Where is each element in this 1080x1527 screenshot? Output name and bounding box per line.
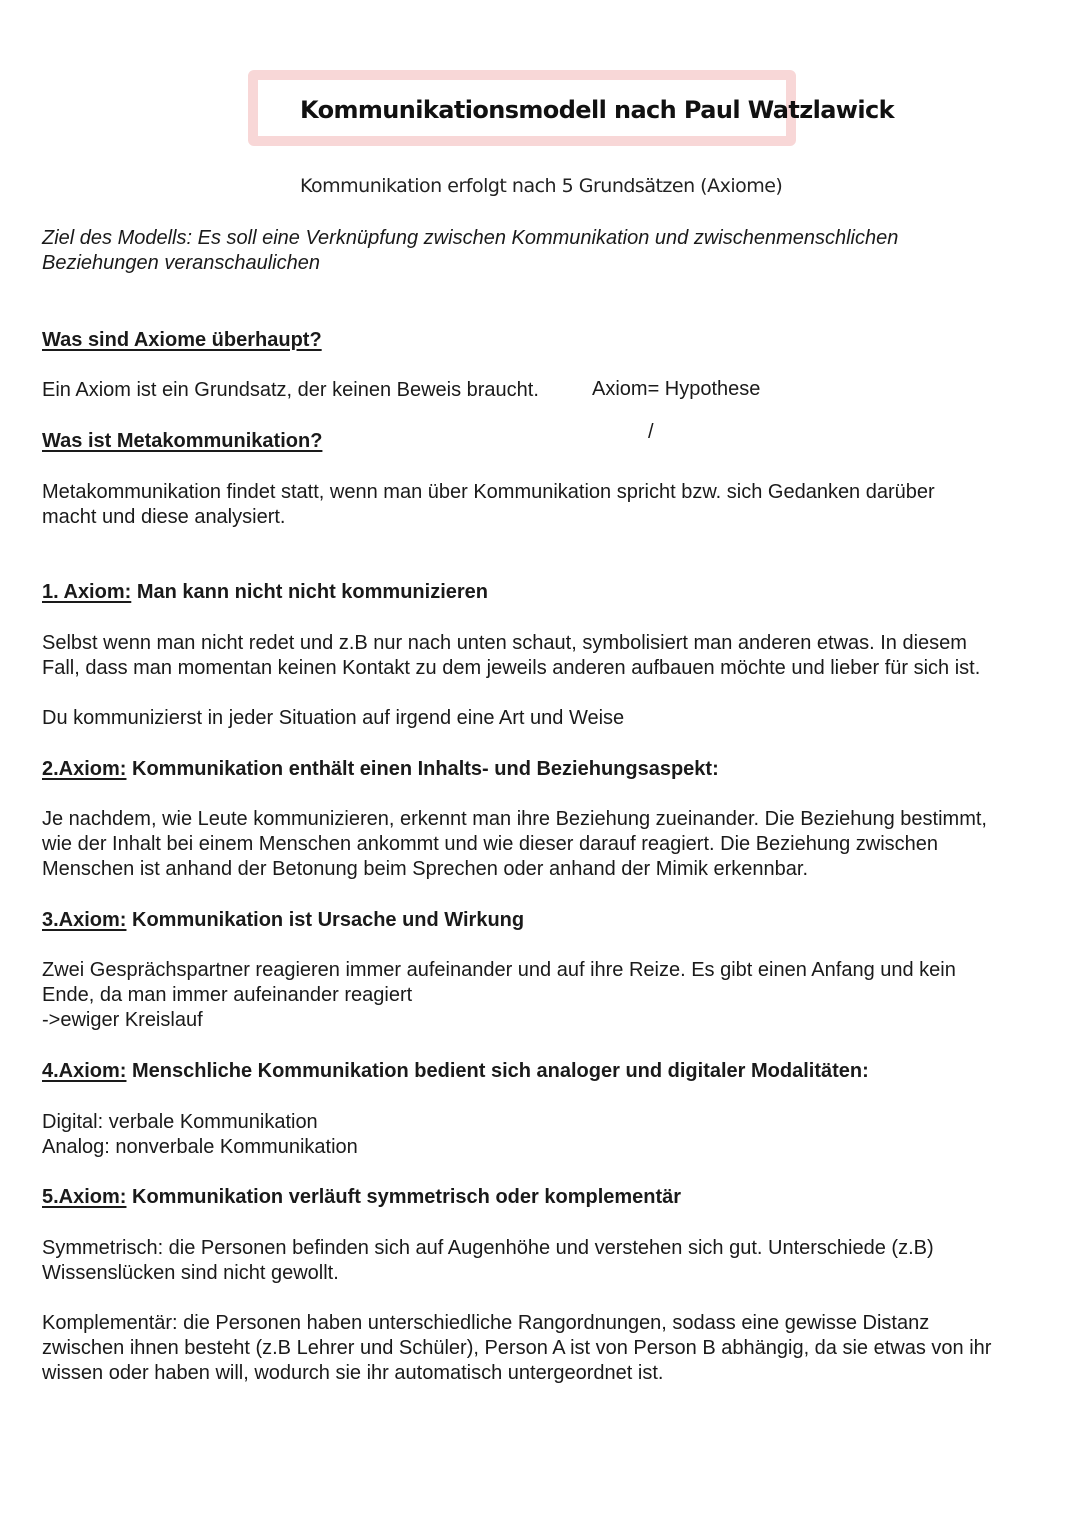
axiom-2-label: 2.Axiom: bbox=[42, 758, 127, 780]
axiom-5-heading bbox=[42, 1185, 1052, 1210]
axiom-5-label: 5.Axiom: bbox=[42, 1186, 127, 1208]
model-goal: Ziel des Modells: Es soll eine Verknüpfung zwischen Kommunikation und zwischenmenschlichen Beziehungen veranschaulichen bbox=[42, 227, 899, 274]
axiom-1-heading bbox=[42, 580, 1052, 605]
axiom-hypothesis-note: Axiom= Hypothese bbox=[592, 378, 761, 400]
axiom-1-extra: Du kommunizierst in jeder Situation auf irgend eine Art und Weise bbox=[42, 707, 625, 729]
axioms-question-heading: Was sind Axiome überhaupt? bbox=[42, 329, 322, 351]
axiom-4-title: Menschliche Kommunikation bedient sich analoger und digitaler Modalitäten: bbox=[126, 1060, 869, 1082]
axiom-3-heading bbox=[42, 908, 1052, 933]
axiom-1-title: Man kann nicht nicht kommunizieren bbox=[131, 581, 488, 603]
axiom-2-title: Kommunikation enthält einen Inhalts- und Beziehungsaspekt: bbox=[126, 758, 719, 780]
handwritten-slash-mark: / bbox=[648, 421, 654, 443]
subtitle: Kommunikation erfolgt nach 5 Grundsätzen (Axiome) bbox=[300, 175, 783, 197]
axiom-definition: Ein Axiom ist ein Grundsatz, der keinen Beweis braucht. bbox=[42, 379, 539, 401]
page-title: Kommunikationsmodell nach Paul Watzlawick bbox=[300, 96, 894, 124]
axiom-3-body: Zwei Gesprächspartner reagieren immer aufeinander und auf ihre Reize. Es gibt einen Anfang und kein Ende, da man immer aufeinander reagiert ->ewiger Kreislauf bbox=[42, 959, 956, 1031]
axiom-1-label: 1. Axiom: bbox=[42, 581, 132, 603]
axiom-3-label: 3.Axiom: bbox=[42, 909, 127, 931]
axiom-5-title: Kommunikation verläuft symmetrisch oder komplementär bbox=[126, 1186, 682, 1208]
axiom-3-title: Kommunikation ist Ursache und Wirkung bbox=[126, 909, 525, 931]
axiom-4-heading bbox=[42, 1059, 1052, 1084]
axiom-5-extra: Komplementär: die Personen haben unterschiedliche Rangordnungen, sodass eine gewisse Distanz zwischen ihnen besteht (z.B Lehrer und Schüler), Person A ist von Person B abhängig, da sie etwas von ihr wissen oder haben will, wodurch sie ihr automatisch untergeordnet ist. bbox=[42, 1312, 992, 1384]
meta-question-heading: Was ist Metakommunikation? bbox=[42, 430, 323, 452]
axiom-5-body: Symmetrisch: die Personen befinden sich auf Augenhöhe und verstehen sich gut. Unterschiede (z.B) Wissenslücken sind nicht gewollt. bbox=[42, 1237, 934, 1284]
axiom-4-label: 4.Axiom: bbox=[42, 1060, 127, 1082]
axiom-2-body: Je nachdem, wie Leute kommunizieren, erkennt man ihre Beziehung zueinander. Die Beziehung bestimmt, wie der Inhalt bei einem Menschen ankommt und wie dieser darauf reagiert. Die Beziehung zwischen Menschen ist anhand der Betonung beim Sprechen oder anhand der Mimik erkennbar. bbox=[42, 808, 987, 880]
axiom-4-body: Digital: verbale Kommunikation Analog: nonverbale Kommunikation bbox=[42, 1111, 358, 1158]
axiom-2-heading bbox=[42, 757, 1052, 782]
meta-text: Metakommunikation findet statt, wenn man über Kommunikation spricht bzw. sich Gedanken darüber macht und diese analysiert. bbox=[42, 481, 935, 528]
axiom-1-body: Selbst wenn man nicht redet und z.B nur nach unten schaut, symbolisiert man anderen etwas. In diesem Fall, dass man momentan keinen Kontakt zu dem jeweils anderen aufbauen möchte und lieber für sich ist. bbox=[42, 632, 981, 679]
